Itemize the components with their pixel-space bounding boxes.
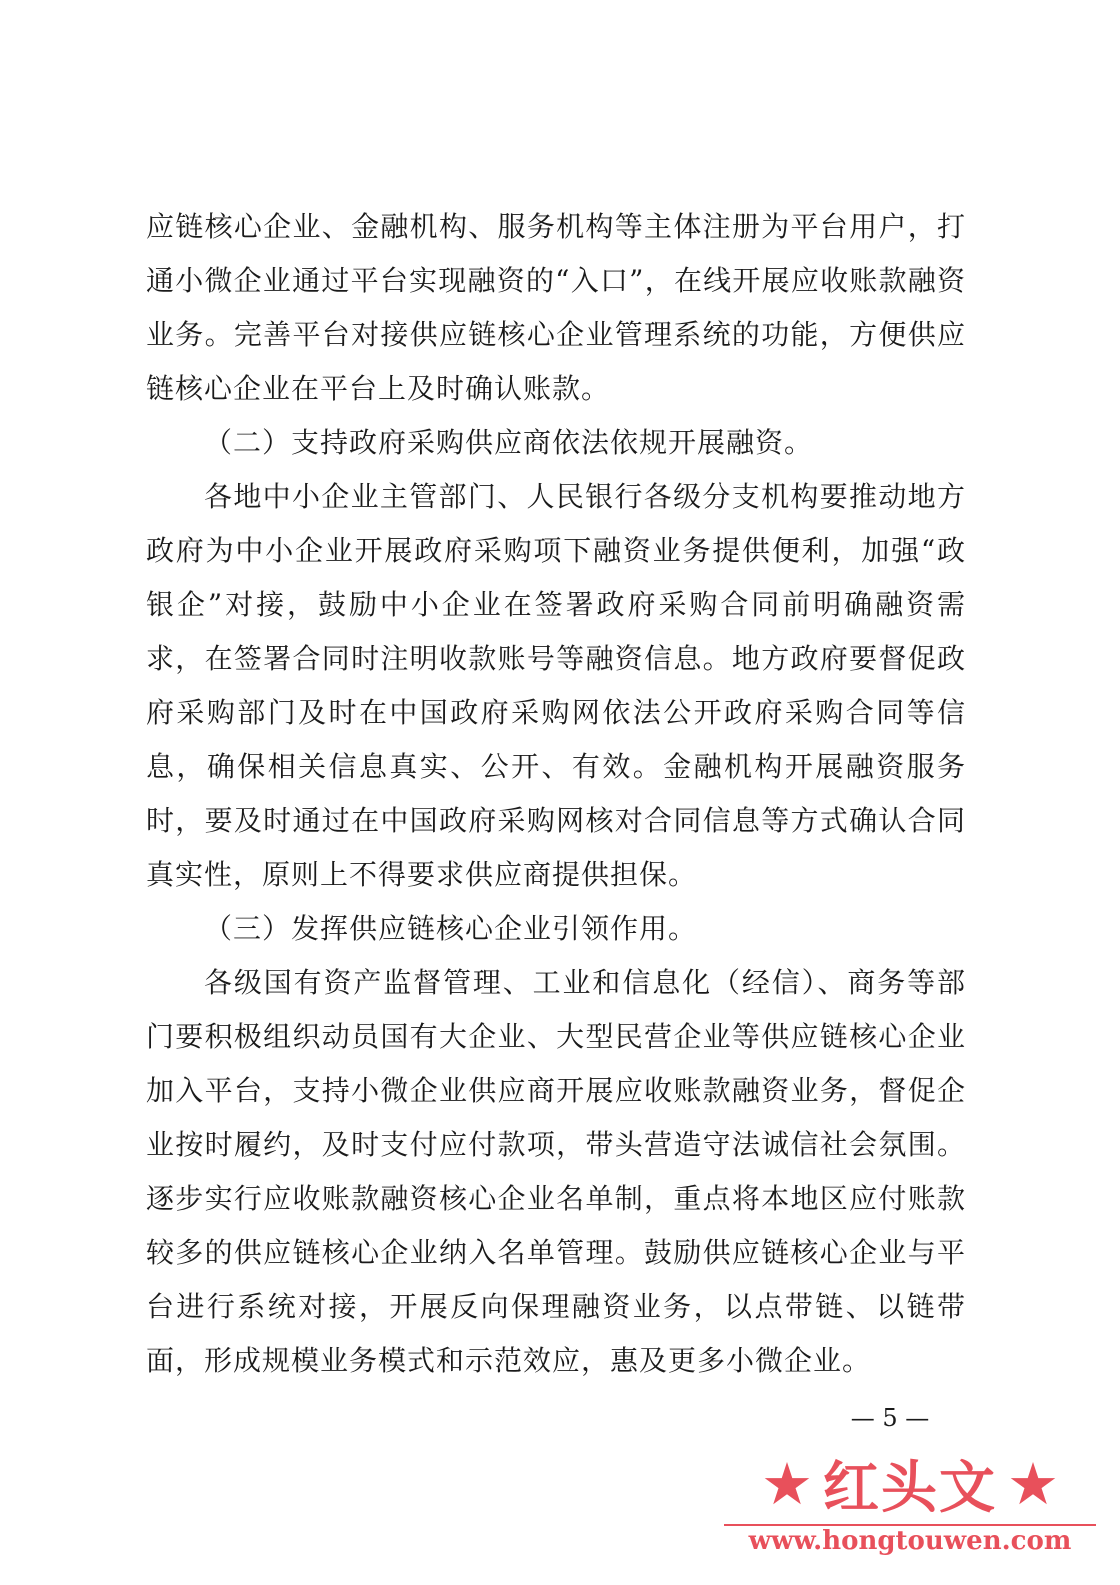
watermark-url: www.hongtouwen.com — [748, 1526, 1072, 1556]
section-heading-2: （二）支持政府采购供应商依法依规开展融资。 — [204, 426, 814, 459]
star-icon: ★ — [761, 1450, 813, 1518]
section-heading-3: （三）发挥供应链核心企业引领作用。 — [204, 912, 698, 945]
watermark-logo — [720, 1448, 1100, 1568]
paragraph-section-3: 各级国有资产监督管理、工业和信息化（经信）、商务等部门要积极组织动员国有大企业、大型民营企业等供应链核心企业加入平台，支持小微企业供应商开展应收账款融资业务，督促企业按时履约，及时支付应付款项，带头营造守法诚信社会氛围。逐步实行应收账款融资核心企业名单制，重点将本地区应付账款较多的供应链核心企业纳入名单管理。鼓励供应链核心企业与平台进行系统对接，开展反向保理融资业务，以点带链、以链带面，形成规模业务模式和示范效应，惠及更多小微企业。 — [146, 966, 966, 1377]
paragraph-section-2: 各地中小企业主管部门、人民银行各级分支机构要推动地方政府为中小企业开展政府采购项下融资业务提供便利，加强“政银企”对接，鼓励中小企业在签署政府采购合同前明确融资需求，在签署合同时注明收款账号等融资信息。地方政府要督促政府采购部门及时在中国政府采购网依法公开政府采购合同等信息，确保相关信息真实、公开、有效。金融机构开展融资服务时，要及时通过在中国政府采购网核对合同信息等方式确认合同真实性，原则上不得要求供应商提供担保。 — [146, 480, 966, 891]
watermark-text: 红头文 — [823, 1456, 997, 1521]
document-body — [146, 200, 966, 1388]
paragraph-continuation: 应链核心企业、金融机构、服务机构等主体注册为平台用户，打通小微企业通过平台实现融资的“入口”，在线开展应收账款融资业务。完善平台对接供应链核心企业管理系统的功能，方便供应链核心企业在平台上及时确认账款。 — [146, 210, 966, 405]
star-icon: ★ — [1007, 1450, 1059, 1518]
watermark-title — [720, 1448, 1100, 1520]
page-number: — 5 — — [850, 1404, 930, 1432]
